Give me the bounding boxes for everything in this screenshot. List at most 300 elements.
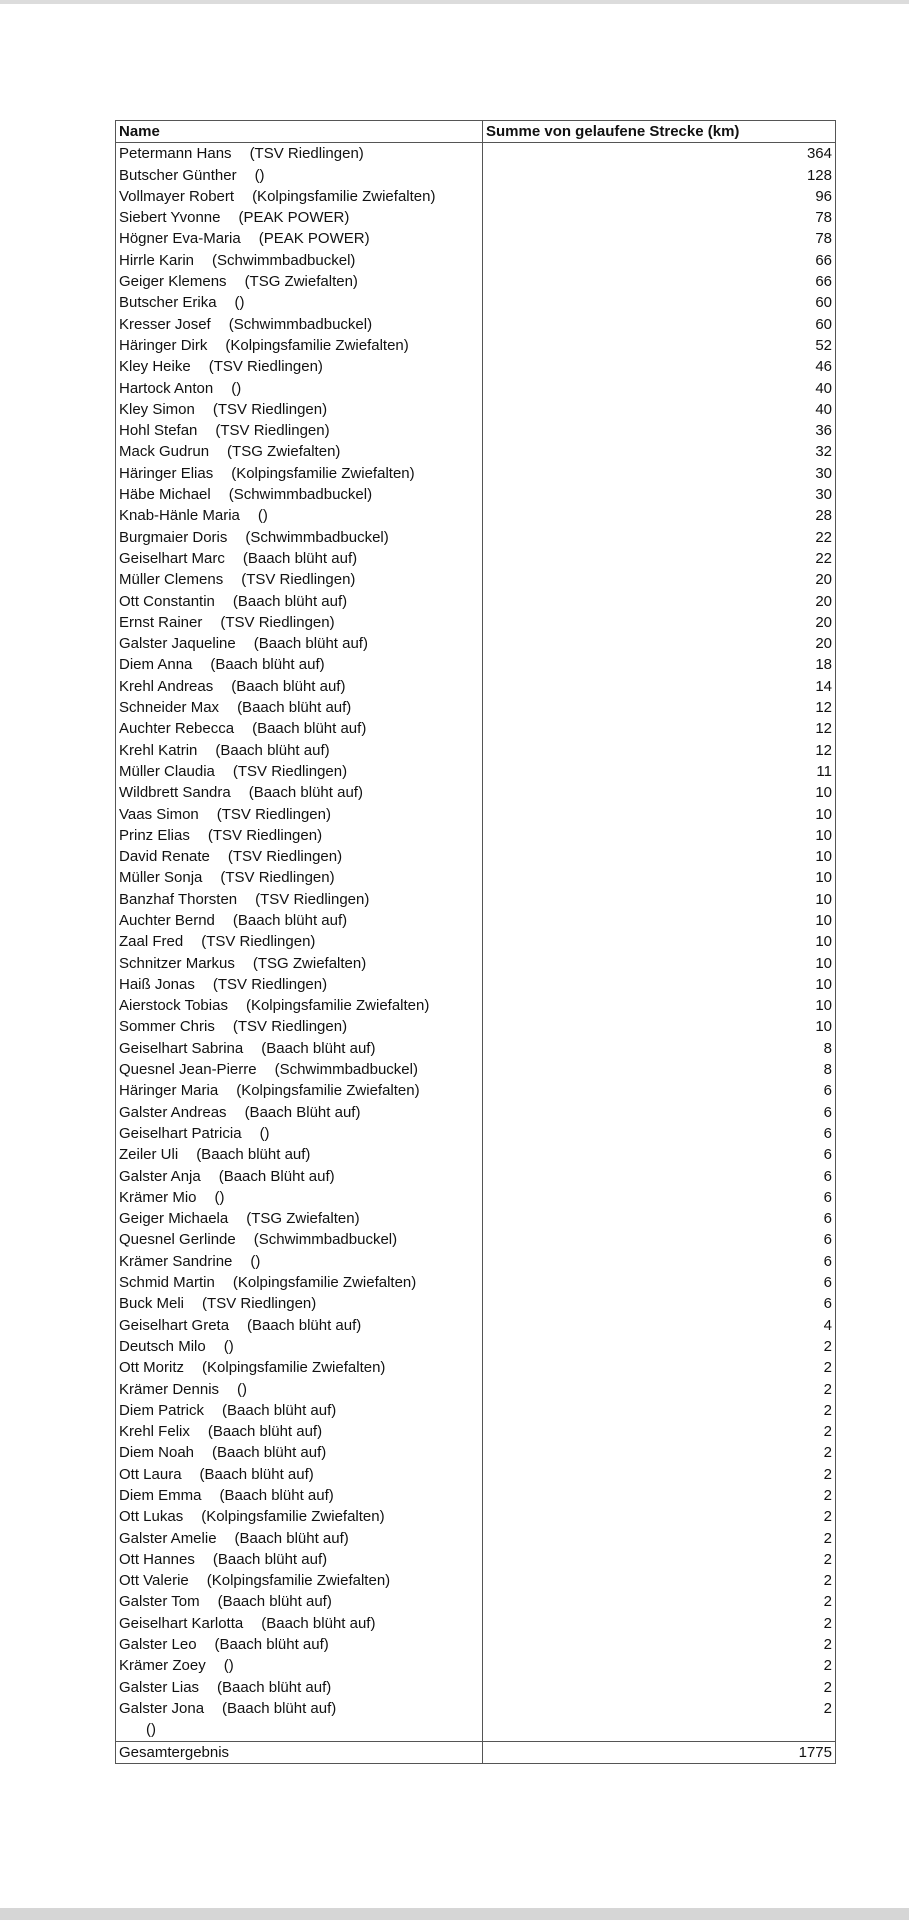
row-km-value: 4 — [823, 1316, 832, 1334]
club-name: (Baach Blüht auf) — [244, 1103, 361, 1121]
club-name: () — [231, 379, 242, 397]
runner-name: Geiselhart Marc — [119, 549, 225, 567]
club-name: (Baach blüht auf) — [222, 1401, 337, 1419]
runner-name: Krehl Katrin — [119, 741, 198, 759]
table-row — [116, 889, 835, 910]
table-row — [116, 1698, 835, 1719]
row-km-value: 66 — [815, 251, 832, 269]
row-km-value: 10 — [815, 890, 832, 908]
club-name: (Baach blüht auf) — [217, 1593, 332, 1611]
club-name: (Baach Blüht auf) — [218, 1167, 335, 1185]
row-km-value: 6 — [823, 1252, 832, 1270]
row-km-value: 6 — [823, 1103, 832, 1121]
runner-name: Petermann Hans — [119, 145, 232, 163]
runner-name: Geiger Michaela — [119, 1210, 229, 1228]
row-name-cell — [116, 718, 483, 739]
row-km-value: 78 — [815, 209, 832, 227]
table-row — [116, 1166, 835, 1187]
row-km-value: 11 — [816, 762, 832, 780]
club-name: (TSV Riedlingen) — [220, 869, 335, 887]
table-row — [116, 143, 835, 164]
club-name: (TSV Riedlingen) — [232, 1018, 348, 1036]
row-km-value: 6 — [823, 1146, 832, 1164]
table-row — [116, 612, 835, 633]
row-km-value: 96 — [815, 187, 832, 205]
row-km-value: 10 — [815, 911, 832, 929]
club-name: (Kolpingsfamilie Zwiefalten) — [206, 1572, 391, 1590]
runner-name: Schmid Martin — [119, 1274, 215, 1292]
table-row — [116, 378, 835, 399]
table-row — [116, 1379, 835, 1400]
table-header — [116, 121, 835, 143]
table-row — [116, 825, 835, 846]
table-row — [116, 1421, 835, 1442]
row-km-value: 60 — [815, 315, 832, 333]
runner-name: Auchter Rebecca — [119, 720, 235, 738]
row-name-cell — [116, 441, 483, 462]
row-name-cell — [116, 463, 483, 484]
table-row — [116, 1016, 835, 1037]
runner-name: Vaas Simon — [119, 805, 199, 823]
club-name: (Schwimmbadbuckel) — [253, 1231, 398, 1249]
runner-name: Ott Hannes — [119, 1550, 195, 1568]
runner-name: Müller Claudia — [119, 762, 215, 780]
pivot-table — [115, 120, 836, 1764]
club-name: (Baach blüht auf) — [234, 1529, 349, 1547]
runner-name: Banzhaf Thorsten — [119, 890, 238, 908]
club-name: () — [234, 294, 245, 312]
row-km-value: 6 — [823, 1124, 832, 1142]
table-row — [116, 1187, 835, 1208]
row-name-cell — [116, 1315, 483, 1336]
row-name-cell — [116, 1144, 483, 1165]
row-name-cell — [116, 484, 483, 505]
row-km-value: 66 — [815, 273, 832, 291]
club-name: (Baach blüht auf) — [237, 699, 352, 717]
blank-value — [483, 1719, 835, 1740]
table-row — [116, 420, 835, 441]
club-name: (Baach blüht auf) — [196, 1146, 311, 1164]
row-km-value: 8 — [823, 1061, 832, 1079]
row-name-cell — [116, 782, 483, 803]
runner-name: Diem Anna — [119, 656, 193, 674]
row-name-cell — [116, 697, 483, 718]
runner-name: Galster Andreas — [119, 1103, 227, 1121]
club-name: (Kolpingsfamilie Zwiefalten) — [231, 464, 415, 482]
table-row — [116, 1336, 835, 1357]
row-name-cell — [116, 591, 483, 612]
row-name-cell — [116, 910, 483, 931]
club-name: (Baach blüht auf) — [252, 720, 367, 738]
club-name: (Kolpingsfamilie Zwiefalten) — [232, 1274, 417, 1292]
table-row — [116, 1549, 835, 1570]
club-name: (Schwimmbadbuckel) — [212, 251, 356, 269]
runner-name: Hohl Stefan — [119, 422, 198, 440]
row-km-value: 10 — [815, 975, 832, 993]
club-name: () — [250, 1252, 261, 1270]
club-name: (Baach blüht auf) — [210, 656, 325, 674]
club-name: (PEAK POWER) — [258, 230, 370, 248]
runner-name: Ott Moritz — [119, 1359, 185, 1377]
row-name-cell — [116, 1208, 483, 1229]
runner-name: Hirrle Karin — [119, 251, 195, 269]
runner-name: Geiselhart Karlotta — [119, 1614, 244, 1632]
club-name: (TSV Riedlingen) — [201, 933, 316, 951]
row-name-cell — [116, 1421, 483, 1442]
row-name-cell — [116, 1357, 483, 1378]
runner-name: Geiselhart Sabrina — [119, 1039, 244, 1057]
row-name-cell — [116, 292, 483, 313]
row-km-value: 10 — [815, 869, 832, 887]
row-name-cell — [116, 1016, 483, 1037]
row-km-value: 2 — [823, 1572, 832, 1590]
club-name: (TSV Riedlingen) — [207, 826, 323, 844]
club-name: (TSV Riedlingen) — [216, 805, 331, 823]
runner-name: Auchter Bernd — [119, 911, 215, 929]
table-row — [116, 1442, 835, 1463]
runner-name: Quesnel Gerlinde — [119, 1231, 236, 1249]
row-name-cell — [116, 399, 483, 420]
row-name-cell — [116, 505, 483, 526]
table-row — [116, 1485, 835, 1506]
row-km-value: 10 — [815, 1018, 832, 1036]
runner-name: Galster Anja — [119, 1167, 201, 1185]
club-name: (Baach blüht auf) — [215, 741, 330, 759]
row-name-cell — [116, 569, 483, 590]
row-km-value: 20 — [815, 592, 832, 610]
row-km-value: 10 — [815, 954, 832, 972]
row-name-cell — [116, 1442, 483, 1463]
club-name: (Kolpingsfamilie Zwiefalten) — [236, 1082, 420, 1100]
runner-name: Geiselhart Greta — [119, 1316, 230, 1334]
table-body — [116, 143, 835, 1719]
table-row — [116, 1528, 835, 1549]
table-row — [116, 1123, 835, 1144]
runner-name: Galster Amelie — [119, 1529, 217, 1547]
table-row — [116, 761, 835, 782]
club-name: (Kolpingsfamilie Zwiefalten) — [202, 1359, 386, 1377]
table-row — [116, 633, 835, 654]
row-km-value: 2 — [823, 1636, 832, 1654]
table-row — [116, 228, 835, 249]
row-name-cell — [116, 1400, 483, 1421]
club-name: (Baach blüht auf) — [247, 1316, 362, 1334]
row-name-cell — [116, 889, 483, 910]
runner-name: Butscher Günther — [119, 166, 237, 184]
runner-name: Aierstock Tobias — [119, 997, 228, 1015]
runner-name: Zaal Fred — [119, 933, 184, 951]
row-km-value: 364 — [806, 145, 832, 163]
table-row — [116, 1677, 835, 1698]
row-km-value: 6 — [823, 1210, 832, 1228]
table-row — [116, 1251, 835, 1272]
table-row — [116, 995, 835, 1016]
row-name-cell — [116, 1655, 483, 1676]
club-name: (TSV Riedlingen) — [202, 1295, 317, 1313]
table-row — [116, 697, 835, 718]
table-row — [116, 846, 835, 867]
blank-name: () — [116, 1719, 483, 1740]
row-name-cell — [116, 1634, 483, 1655]
club-name: (TSV Riedlingen) — [208, 358, 323, 376]
row-km-value: 40 — [815, 379, 832, 397]
row-name-cell — [116, 867, 483, 888]
row-name-cell — [116, 740, 483, 761]
row-km-value: 2 — [823, 1380, 832, 1398]
runner-name: Knab-Hänle Maria — [119, 507, 240, 525]
row-name-cell — [116, 1506, 483, 1527]
row-name-cell — [116, 1080, 483, 1101]
total-label: Gesamtergebnis — [116, 1742, 483, 1763]
club-name: (TSV Riedlingen) — [241, 571, 356, 589]
club-name: (TSG Zwiefalten) — [252, 954, 367, 972]
table-row — [116, 867, 835, 888]
runner-name: Haiß Jonas — [119, 975, 195, 993]
row-km-value: 2 — [823, 1529, 832, 1547]
row-name-cell — [116, 186, 483, 207]
bottom-edge — [0, 1908, 909, 1920]
club-name: (Baach blüht auf) — [248, 784, 363, 802]
row-name-cell — [116, 1166, 483, 1187]
row-name-cell — [116, 1485, 483, 1506]
row-km-value: 52 — [815, 336, 832, 354]
runner-name: Ott Constantin — [119, 592, 215, 610]
row-name-cell — [116, 420, 483, 441]
club-name: () — [223, 1337, 234, 1355]
club-name: (TSG Zwiefalten) — [246, 1210, 360, 1228]
row-km-value: 10 — [815, 784, 832, 802]
club-name: (TSV Riedlingen) — [227, 848, 343, 866]
row-km-value: 40 — [815, 400, 832, 418]
row-km-value: 6 — [823, 1295, 832, 1313]
runner-name: Diem Patrick — [119, 1401, 205, 1419]
club-name: (Baach blüht auf) — [231, 677, 346, 695]
row-km-value: 12 — [815, 699, 832, 717]
club-name: () — [257, 507, 268, 525]
table-row — [116, 718, 835, 739]
club-name: (TSV Riedlingen) — [212, 975, 328, 993]
runner-name: Galster Lias — [119, 1678, 200, 1696]
table-row — [116, 676, 835, 697]
club-name: (Schwimmbadbuckel) — [228, 486, 373, 504]
runner-name: Häringer Elias — [119, 464, 214, 482]
header-value: Summe von gelaufene Strecke (km) — [486, 123, 740, 140]
row-name-cell — [116, 271, 483, 292]
table-row — [116, 569, 835, 590]
table-row — [116, 1272, 835, 1293]
runner-name: Krehl Andreas — [119, 677, 214, 695]
runner-name: Wildbrett Sandra — [119, 784, 231, 802]
table-row — [116, 654, 835, 675]
row-km-value: 6 — [823, 1082, 832, 1100]
row-name-cell — [116, 356, 483, 377]
club-name: (Schwimmbadbuckel) — [245, 528, 389, 546]
row-name-cell — [116, 314, 483, 335]
club-name: (TSV Riedlingen) — [212, 400, 328, 418]
row-km-value: 22 — [815, 528, 832, 546]
row-name-cell — [116, 1549, 483, 1570]
row-name-cell — [116, 1698, 483, 1719]
club-name: (TSV Riedlingen) — [215, 422, 330, 440]
runner-name: Häbe Michael — [119, 486, 211, 504]
table-row — [116, 314, 835, 335]
table-row — [116, 1570, 835, 1591]
club-name: (Kolpingsfamilie Zwiefalten) — [245, 997, 430, 1015]
row-km-value: 12 — [815, 741, 832, 759]
row-name-cell — [116, 995, 483, 1016]
club-name: (TSV Riedlingen) — [249, 145, 364, 163]
club-name: (Baach blüht auf) — [261, 1614, 376, 1632]
row-km-value: 2 — [823, 1444, 832, 1462]
row-km-value: 10 — [815, 805, 832, 823]
runner-name: Geiselhart Patricia — [119, 1124, 242, 1142]
row-km-value: 10 — [815, 848, 832, 866]
top-edge — [0, 0, 909, 4]
table-row — [116, 804, 835, 825]
table-row — [116, 484, 835, 505]
row-name-cell — [116, 250, 483, 271]
runner-name: Hartock Anton — [119, 379, 214, 397]
runner-name: Galster Jona — [119, 1699, 205, 1717]
row-name-cell — [116, 1570, 483, 1591]
row-name-cell — [116, 207, 483, 228]
table-row — [116, 1655, 835, 1676]
row-name-cell — [116, 527, 483, 548]
table-row — [116, 1038, 835, 1059]
runner-name: Deutsch Milo — [119, 1337, 206, 1355]
row-name-cell — [116, 761, 483, 782]
row-km-value: 2 — [823, 1614, 832, 1632]
table-row — [116, 953, 835, 974]
runner-name: Ott Lukas — [119, 1508, 184, 1526]
table-total-row — [116, 1741, 835, 1763]
table-row — [116, 1102, 835, 1123]
runner-name: Ernst Rainer — [119, 613, 203, 631]
table-row — [116, 1059, 835, 1080]
row-name-cell — [116, 804, 483, 825]
runner-name: Zeiler Uli — [119, 1146, 179, 1164]
table-row — [116, 335, 835, 356]
club-name: (TSV Riedlingen) — [232, 762, 348, 780]
row-name-cell — [116, 1613, 483, 1634]
runner-name: Sommer Chris — [119, 1018, 215, 1036]
runner-name: Butscher Erika — [119, 294, 217, 312]
row-km-value: 10 — [815, 933, 832, 951]
row-name-cell — [116, 1464, 483, 1485]
row-name-cell — [116, 612, 483, 633]
club-name: (Baach blüht auf) — [253, 635, 368, 653]
runner-name: Ott Laura — [119, 1465, 182, 1483]
row-name-cell — [116, 1379, 483, 1400]
table-row — [116, 548, 835, 569]
runner-name: Krämer Mio — [119, 1188, 197, 1206]
runner-name: Galster Jaqueline — [119, 635, 236, 653]
row-name-cell — [116, 953, 483, 974]
row-name-cell — [116, 1038, 483, 1059]
table-row — [116, 1229, 835, 1250]
total-value: 1775 — [798, 1743, 832, 1761]
row-km-value: 2 — [823, 1423, 832, 1441]
table-row — [116, 441, 835, 462]
row-km-value: 28 — [815, 507, 832, 525]
table-row — [116, 1144, 835, 1165]
table-row — [116, 165, 835, 186]
row-km-value: 12 — [815, 720, 832, 738]
club-name: (Baach blüht auf) — [212, 1550, 328, 1568]
row-km-value: 36 — [815, 422, 832, 440]
row-km-value: 2 — [823, 1550, 832, 1568]
table-row — [116, 931, 835, 952]
row-km-value: 2 — [823, 1401, 832, 1419]
row-km-value: 10 — [815, 826, 832, 844]
row-name-cell — [116, 1102, 483, 1123]
club-name: () — [223, 1657, 234, 1675]
row-km-value: 2 — [823, 1359, 832, 1377]
row-name-cell — [116, 1251, 483, 1272]
runner-name: Schnitzer Markus — [119, 954, 235, 972]
table-row — [116, 399, 835, 420]
row-name-cell — [116, 974, 483, 995]
row-name-cell — [116, 676, 483, 697]
runner-name: Quesnel Jean-Pierre — [119, 1061, 257, 1079]
row-km-value: 22 — [815, 549, 832, 567]
club-name: (Baach blüht auf) — [222, 1699, 337, 1717]
runner-name: Buck Meli — [119, 1295, 185, 1313]
runner-name: Ott Valerie — [119, 1572, 189, 1590]
row-name-cell — [116, 1677, 483, 1698]
row-km-value: 14 — [815, 677, 832, 695]
runner-name: Krämer Dennis — [119, 1380, 220, 1398]
row-km-value: 60 — [815, 294, 832, 312]
table-row — [116, 910, 835, 931]
club-name: (Schwimmbadbuckel) — [228, 315, 373, 333]
row-km-value: 2 — [823, 1465, 832, 1483]
row-km-value: 128 — [806, 166, 832, 184]
row-name-cell — [116, 335, 483, 356]
row-name-cell — [116, 825, 483, 846]
row-km-value: 10 — [815, 997, 832, 1015]
club-name: (TSG Zwiefalten) — [244, 273, 358, 291]
runner-name: Häringer Maria — [119, 1082, 219, 1100]
runner-name: Krehl Felix — [119, 1423, 190, 1441]
row-km-value: 78 — [815, 230, 832, 248]
table-row — [116, 292, 835, 313]
runner-name: Galster Leo — [119, 1636, 197, 1654]
table-row — [116, 271, 835, 292]
runner-name: David Renate — [119, 848, 210, 866]
row-name-cell — [116, 1528, 483, 1549]
row-name-cell — [116, 1059, 483, 1080]
table-row — [116, 1613, 835, 1634]
runner-name: Mack Gudrun — [119, 443, 210, 461]
row-name-cell — [116, 548, 483, 569]
row-name-cell — [116, 1229, 483, 1250]
club-name: () — [259, 1124, 270, 1142]
table-row — [116, 505, 835, 526]
row-name-cell — [116, 165, 483, 186]
row-km-value: 20 — [815, 635, 832, 653]
club-name: () — [254, 166, 265, 184]
club-name: () — [237, 1380, 248, 1398]
runner-name: Prinz Elias — [119, 826, 190, 844]
runner-name: Kley Simon — [119, 400, 195, 418]
row-km-value: 46 — [815, 358, 832, 376]
row-name-cell — [116, 1336, 483, 1357]
club-name: (TSG Zwiefalten) — [227, 443, 341, 461]
runner-name: Vollmayer Robert — [119, 187, 235, 205]
table-row — [116, 1315, 835, 1336]
table-row — [116, 1208, 835, 1229]
